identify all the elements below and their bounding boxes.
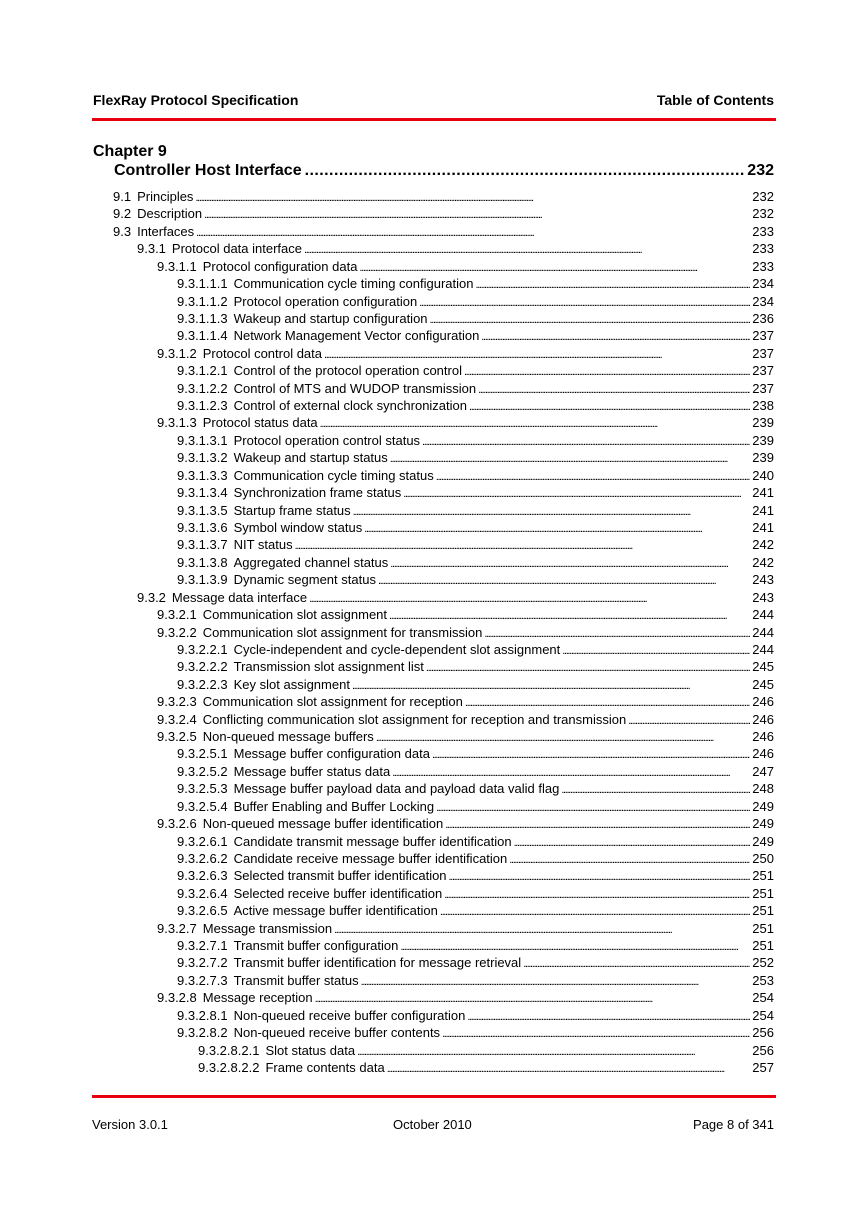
- toc-entry-title: Conflicting communication slot assignment for reception and transmission: [202, 711, 627, 727]
- dot-leader: [390, 450, 751, 465]
- toc-entry[interactable]: [198, 1060, 774, 1077]
- toc-entry[interactable]: [177, 328, 774, 345]
- toc-entry-page: 241: [752, 519, 774, 535]
- toc-entry-title: Communication cycle timing status: [233, 467, 434, 483]
- dot-leader: [196, 224, 750, 239]
- toc-entry-number: 9.3.1.3: [157, 415, 197, 431]
- toc-entry-number: 9.3.2.2.3: [177, 676, 228, 692]
- toc-entry[interactable]: [157, 694, 774, 711]
- toc-entry-number: 9.3.1.2.3: [177, 398, 228, 414]
- toc-entry-number: 9.3.1.1: [157, 258, 197, 274]
- toc-entry-number: 9.3.1.1.3: [177, 310, 228, 326]
- chapter-label: Chapter 9: [93, 143, 167, 160]
- chapter-title: Controller Host Interface: [114, 162, 302, 179]
- toc-entry-number: 9.3.2.7.2: [177, 955, 228, 971]
- dot-leader: [484, 625, 750, 640]
- toc-entry[interactable]: [177, 381, 774, 398]
- toc-entry-title: Message buffer status data: [233, 763, 391, 779]
- dot-leader: [304, 241, 750, 256]
- toc-entry-page: 251: [752, 885, 774, 901]
- toc-entry-page: 234: [752, 276, 774, 292]
- toc-entry-title: Communication slot assignment for transmission: [202, 624, 483, 640]
- toc-entry[interactable]: [177, 276, 774, 293]
- toc-entry[interactable]: [177, 799, 774, 816]
- dot-leader: [562, 642, 750, 657]
- toc-entry[interactable]: [177, 555, 774, 572]
- toc-entry-number: 9.3.2.8.1: [177, 1007, 228, 1023]
- toc-entry-title: Principles: [137, 189, 194, 204]
- toc-entry-title: Aggregated channel status: [233, 554, 389, 570]
- toc-entry-number: 9.3.2.8.2: [177, 1025, 228, 1041]
- toc-entry-title: Wakeup and startup configuration: [233, 310, 428, 326]
- toc-entry-number: 9.3.2.8: [157, 990, 197, 1006]
- dot-leader: [359, 259, 750, 274]
- dot-leader: [195, 189, 750, 204]
- toc-entry-number: 9.3.2.6.3: [177, 868, 228, 884]
- toc-entry-page: 256: [752, 1042, 774, 1058]
- chapter-title-entry[interactable]: [114, 162, 774, 184]
- toc-entry[interactable]: [177, 311, 774, 328]
- toc-entry[interactable]: [177, 659, 774, 676]
- dot-leader: [389, 607, 750, 622]
- toc-entry-title: Startup frame status: [233, 502, 351, 518]
- toc-entry[interactable]: [113, 206, 774, 223]
- toc-entry-number: 9.3.2.6.2: [177, 850, 228, 866]
- toc-entry-title: Slot status data: [265, 1042, 356, 1058]
- dot-leader: [419, 294, 750, 309]
- dot-leader: [353, 503, 751, 518]
- toc-entry-number: 9.3.2.3: [157, 694, 197, 710]
- toc-entry-page: 239: [752, 450, 774, 466]
- toc-entry[interactable]: [113, 224, 774, 241]
- toc-entry[interactable]: [177, 537, 774, 554]
- dot-leader: [628, 712, 750, 727]
- dot-leader: [444, 886, 750, 901]
- dot-leader: [376, 729, 750, 744]
- dot-leader: [449, 868, 751, 883]
- dot-leader: [514, 834, 751, 849]
- dot-leader: [378, 572, 750, 587]
- toc-entry-page: 241: [752, 485, 774, 501]
- toc-entry-page: 250: [752, 850, 774, 866]
- dot-leader: [357, 1043, 750, 1058]
- toc-entry[interactable]: [177, 1008, 774, 1025]
- toc-entry-page: 237: [752, 345, 774, 361]
- dot-leader: [561, 781, 750, 796]
- dot-leader: [295, 537, 751, 552]
- toc-entry-number: 9.3.2.4: [157, 711, 197, 727]
- toc-entry-number: 9.3.2.6: [157, 816, 197, 832]
- toc-entry[interactable]: [177, 398, 774, 415]
- toc-entry-page: 239: [752, 415, 774, 431]
- dot-leader: [392, 764, 750, 779]
- toc-entry-page: 249: [752, 798, 774, 814]
- header-section-title: Table of Contents: [656, 92, 774, 108]
- dot-leader: [464, 363, 750, 378]
- toc-entry-title: Key slot assignment: [233, 676, 350, 692]
- toc-entry-title: Transmit buffer configuration: [233, 938, 399, 954]
- toc-entry-number: 9.3.2.5: [157, 729, 197, 745]
- toc-entry-page: 233: [752, 223, 774, 239]
- toc-entry-title: Selected transmit buffer identification: [233, 868, 447, 884]
- toc-entry-page: 244: [752, 624, 774, 640]
- header-divider: [92, 118, 776, 121]
- toc-entry-number: 9.3.1.3.6: [177, 519, 228, 535]
- toc-entry[interactable]: [177, 520, 774, 537]
- toc-entry[interactable]: [157, 346, 774, 363]
- toc-entry[interactable]: [157, 712, 774, 729]
- dot-leader: [334, 921, 750, 936]
- footer-page-number: Page 8 of 341: [693, 1117, 774, 1132]
- toc-entry-page: 251: [752, 903, 774, 919]
- chapter-page-number: 232: [747, 162, 774, 179]
- dot-leader: [432, 746, 750, 761]
- toc-entry-title: NIT status: [233, 537, 293, 553]
- toc-entry-title: Selected receive buffer identification: [233, 885, 443, 901]
- toc-entry-number: 9.3.2.2: [157, 624, 197, 640]
- toc-entry[interactable]: [157, 259, 774, 276]
- toc-entry-number: 9.3.1.1.4: [177, 328, 228, 344]
- toc-entry-number: 9.3: [113, 223, 132, 239]
- toc-entry-page: 245: [752, 659, 774, 675]
- toc-entry[interactable]: [157, 415, 774, 432]
- toc-entry-title: Protocol operation configuration: [233, 293, 418, 309]
- toc-entry-page: 254: [752, 1007, 774, 1023]
- toc-entry[interactable]: [177, 433, 774, 450]
- dot-leader: [387, 1060, 751, 1075]
- toc-entry[interactable]: [137, 241, 774, 258]
- header-document-title: FlexRay Protocol Specification: [93, 92, 299, 108]
- toc-entry[interactable]: [177, 973, 774, 990]
- dot-leader: [436, 468, 751, 483]
- toc-entry-title: Non-queued message buffers: [202, 729, 374, 745]
- toc-entry-page: 232: [752, 189, 774, 204]
- dot-leader: [390, 555, 750, 570]
- toc-entry-title: Active message buffer identification: [233, 903, 438, 919]
- toc-entry-number: 9.3.1.2.2: [177, 380, 228, 396]
- toc-entry[interactable]: [157, 921, 774, 938]
- toc-entry-title: Frame contents data: [265, 1060, 385, 1075]
- dot-leader: [467, 1008, 750, 1023]
- toc-entry-number: 9.3.2.6.4: [177, 885, 228, 901]
- toc-entry[interactable]: [177, 677, 774, 694]
- dot-leader: [436, 799, 750, 814]
- toc-entry-title: Control of the protocol operation control: [233, 363, 462, 379]
- toc-entry-title: Message data interface: [171, 589, 308, 605]
- toc-entry-page: 251: [752, 868, 774, 884]
- toc-entry-title: Non-queued receive buffer contents: [233, 1025, 441, 1041]
- dot-leader: [320, 415, 751, 430]
- dot-leader: [476, 276, 751, 291]
- toc-entry-title: Protocol configuration data: [202, 258, 358, 274]
- toc-entry[interactable]: [157, 625, 774, 642]
- dot-leader: [315, 990, 751, 1005]
- toc-entry-number: 9.3.2.5.3: [177, 781, 228, 797]
- dot-leader: [364, 520, 750, 535]
- toc-entry[interactable]: [157, 816, 774, 833]
- toc-entry-page: 247: [752, 763, 774, 779]
- toc-entry-page: 257: [752, 1060, 774, 1075]
- toc-entry-title: Transmit buffer status: [233, 972, 359, 988]
- toc-entry-number: 9.3.1.1.1: [177, 276, 228, 292]
- dot-leader: [509, 851, 750, 866]
- toc-entry-title: Message reception: [202, 990, 313, 1006]
- dot-leader: [445, 816, 750, 831]
- toc-entry-page: 243: [752, 589, 774, 605]
- toc-entry[interactable]: [177, 903, 774, 920]
- toc-entry-number: 9.3.2.2.1: [177, 641, 228, 657]
- dot-leader: [400, 938, 750, 953]
- toc-entry-number: 9.3.1.2: [157, 345, 197, 361]
- toc-entry-title: Protocol status data: [202, 415, 318, 431]
- toc-entry-title: Cycle-independent and cycle-dependent slot assignment: [233, 641, 561, 657]
- toc-entry-page: 254: [752, 990, 774, 1006]
- toc-entry-page: 249: [752, 833, 774, 849]
- toc-entry-page: 242: [752, 537, 774, 553]
- toc-entry-title: Communication cycle timing configuration: [233, 276, 474, 292]
- toc-entry[interactable]: [177, 363, 774, 380]
- toc-entry-title: Network Management Vector configuration: [233, 328, 480, 344]
- toc-entry[interactable]: [177, 938, 774, 955]
- toc-entry[interactable]: [177, 485, 774, 502]
- dot-leader: [309, 590, 750, 605]
- toc-entry[interactable]: [177, 503, 774, 520]
- dot-leader: [361, 973, 751, 988]
- dot-leader: [469, 398, 750, 413]
- dot-leader: [352, 677, 750, 692]
- dot-leader: [204, 206, 750, 221]
- toc-entry-page: 232: [752, 206, 774, 222]
- toc-entry[interactable]: [177, 450, 774, 467]
- toc-entry-number: 9.3.2.2.2: [177, 659, 228, 675]
- toc-entry-number: 9.3.2.8.2.1: [198, 1042, 260, 1058]
- toc-entry-title: Transmission slot assignment list: [233, 659, 424, 675]
- toc-entry-number: 9.3.2.5.2: [177, 763, 228, 779]
- dot-leader: [442, 1025, 750, 1040]
- toc-entry-page: 240: [752, 467, 774, 483]
- toc-entry-page: 251: [752, 920, 774, 936]
- toc-entry[interactable]: [157, 607, 774, 624]
- toc-entry-page: 234: [752, 293, 774, 309]
- toc-entry-title: Description: [137, 206, 203, 222]
- toc-entry-page: 241: [752, 502, 774, 518]
- toc-entry-page: 238: [752, 398, 774, 414]
- toc-entry[interactable]: [137, 590, 774, 607]
- toc-entry-page: 244: [752, 641, 774, 657]
- toc-entry-page: 239: [752, 432, 774, 448]
- toc-entry-title: Symbol window status: [233, 519, 363, 535]
- toc-entry-number: 9.3.1.3.5: [177, 502, 228, 518]
- dot-leader: [422, 433, 750, 448]
- toc-entry-title: Protocol operation control status: [233, 432, 421, 448]
- toc-entry[interactable]: [177, 886, 774, 903]
- dot-leader: [305, 162, 745, 180]
- toc-entry[interactable]: [177, 642, 774, 659]
- toc-entry-title: Communication slot assignment: [202, 607, 388, 623]
- toc-entry[interactable]: [177, 1025, 774, 1042]
- toc-entry[interactable]: [177, 834, 774, 851]
- toc-entry-page: 233: [752, 241, 774, 257]
- toc-entry-number: 9.3.1.2.1: [177, 363, 228, 379]
- toc-entry-title: Control of MTS and WUDOP transmission: [233, 380, 477, 396]
- toc-entry-title: Buffer Enabling and Buffer Locking: [233, 798, 435, 814]
- toc-entry-page: 252: [752, 955, 774, 971]
- toc-entry-number: 9.3.1.3.2: [177, 450, 228, 466]
- toc-entry-title: Non-queued message buffer identification: [202, 816, 444, 832]
- toc-entry-number: 9.3.1.3.9: [177, 572, 228, 588]
- dot-leader: [478, 381, 750, 396]
- toc-entry[interactable]: [198, 1043, 774, 1060]
- toc-entry-number: 9.3.1: [137, 241, 166, 257]
- toc-entry-number: 9.3.1.3.3: [177, 467, 228, 483]
- toc-entry-number: 9.3.2.1: [157, 607, 197, 623]
- dot-leader: [440, 903, 750, 918]
- toc-entry-number: 9.3.2.6.1: [177, 833, 228, 849]
- toc-entry-title: Message buffer payload data and payload data valid flag: [233, 781, 560, 797]
- toc-entry[interactable]: [177, 468, 774, 485]
- toc-entry-title: Candidate receive message buffer identification: [233, 850, 508, 866]
- toc-entry-number: 9.3.2.8.2.2: [198, 1060, 260, 1075]
- dot-leader: [465, 694, 750, 709]
- toc-entry-number: 9.3.2: [137, 589, 166, 605]
- toc-entry-page: 246: [752, 746, 774, 762]
- toc-entry-page: 237: [752, 328, 774, 344]
- toc-entry-title: Interfaces: [137, 223, 195, 239]
- toc-entry-page: 233: [752, 258, 774, 274]
- toc-entry[interactable]: [177, 572, 774, 589]
- toc-entry[interactable]: [157, 990, 774, 1007]
- toc-entry-number: 9.3.2.5.4: [177, 798, 228, 814]
- dot-leader: [403, 485, 750, 500]
- toc-entry-page: 246: [752, 729, 774, 745]
- toc-entry-number: 9.3.1.3.1: [177, 432, 228, 448]
- toc-entry[interactable]: [177, 868, 774, 885]
- toc-entry-number: 9.3.2.7.3: [177, 972, 228, 988]
- toc-entry-page: 246: [752, 711, 774, 727]
- toc-entry-number: 9.3.2.6.5: [177, 903, 228, 919]
- toc-entry-title: Protocol control data: [202, 345, 322, 361]
- toc-entry-title: Non-queued receive buffer configuration: [233, 1007, 466, 1023]
- toc-entry-page: 237: [752, 380, 774, 396]
- toc-entry-title: Communication slot assignment for reception: [202, 694, 463, 710]
- toc-entry-title: Candidate transmit message buffer identification: [233, 833, 512, 849]
- toc-entry-number: 9.2: [113, 206, 132, 222]
- toc-entry-title: Control of external clock synchronization: [233, 398, 467, 414]
- toc-entry-number: 9.3.1.1.2: [177, 293, 228, 309]
- toc-entry-page: 242: [752, 554, 774, 570]
- dot-leader: [430, 311, 751, 326]
- toc-entry[interactable]: [157, 729, 774, 746]
- dot-leader: [426, 659, 750, 674]
- toc-entry-page: 256: [752, 1025, 774, 1041]
- toc-entry-title: Transmit buffer identification for message retrieval: [233, 955, 522, 971]
- toc-entry-page: 245: [752, 676, 774, 692]
- toc-entry-title: Protocol data interface: [171, 241, 302, 257]
- toc-entry-page: 248: [752, 781, 774, 797]
- toc-entry-page: 244: [752, 607, 774, 623]
- toc-entry-number: 9.3.2.5.1: [177, 746, 228, 762]
- toc-entry-page: 236: [752, 310, 774, 326]
- toc-entry[interactable]: [177, 955, 774, 972]
- toc-entry-page: 246: [752, 694, 774, 710]
- toc-entry-title: Message transmission: [202, 920, 333, 936]
- dot-leader: [324, 346, 750, 361]
- toc-entry[interactable]: [177, 781, 774, 798]
- toc-entry-number: 9.3.1.3.4: [177, 485, 228, 501]
- toc-entry[interactable]: [177, 294, 774, 311]
- footer-date: October 2010: [393, 1117, 472, 1132]
- toc-entry-title: Message buffer configuration data: [233, 746, 430, 762]
- footer-divider: [92, 1095, 776, 1098]
- toc-entry[interactable]: [177, 746, 774, 763]
- toc-entry-number: 9.3.2.7.1: [177, 938, 228, 954]
- toc-entry[interactable]: [177, 851, 774, 868]
- toc-entry-title: Synchronization frame status: [233, 485, 402, 501]
- toc-entry-page: 253: [752, 972, 774, 988]
- toc-entry-page: 249: [752, 816, 774, 832]
- toc-entry[interactable]: [113, 189, 774, 206]
- toc-entry-title: Wakeup and startup status: [233, 450, 388, 466]
- toc-entry[interactable]: [177, 764, 774, 781]
- toc-entry-page: 251: [752, 938, 774, 954]
- footer-version: Version 3.0.1: [92, 1117, 168, 1132]
- dot-leader: [481, 328, 750, 343]
- toc-entry-page: 243: [752, 572, 774, 588]
- toc-entry-number: 9.1: [113, 189, 132, 204]
- toc-entry-number: 9.3.1.3.7: [177, 537, 228, 553]
- toc-entry-number: 9.3.1.3.8: [177, 554, 228, 570]
- toc-entry-page: 237: [752, 363, 774, 379]
- dot-leader: [523, 955, 750, 970]
- toc-entry-number: 9.3.2.7: [157, 920, 197, 936]
- toc-entry-title: Dynamic segment status: [233, 572, 376, 588]
